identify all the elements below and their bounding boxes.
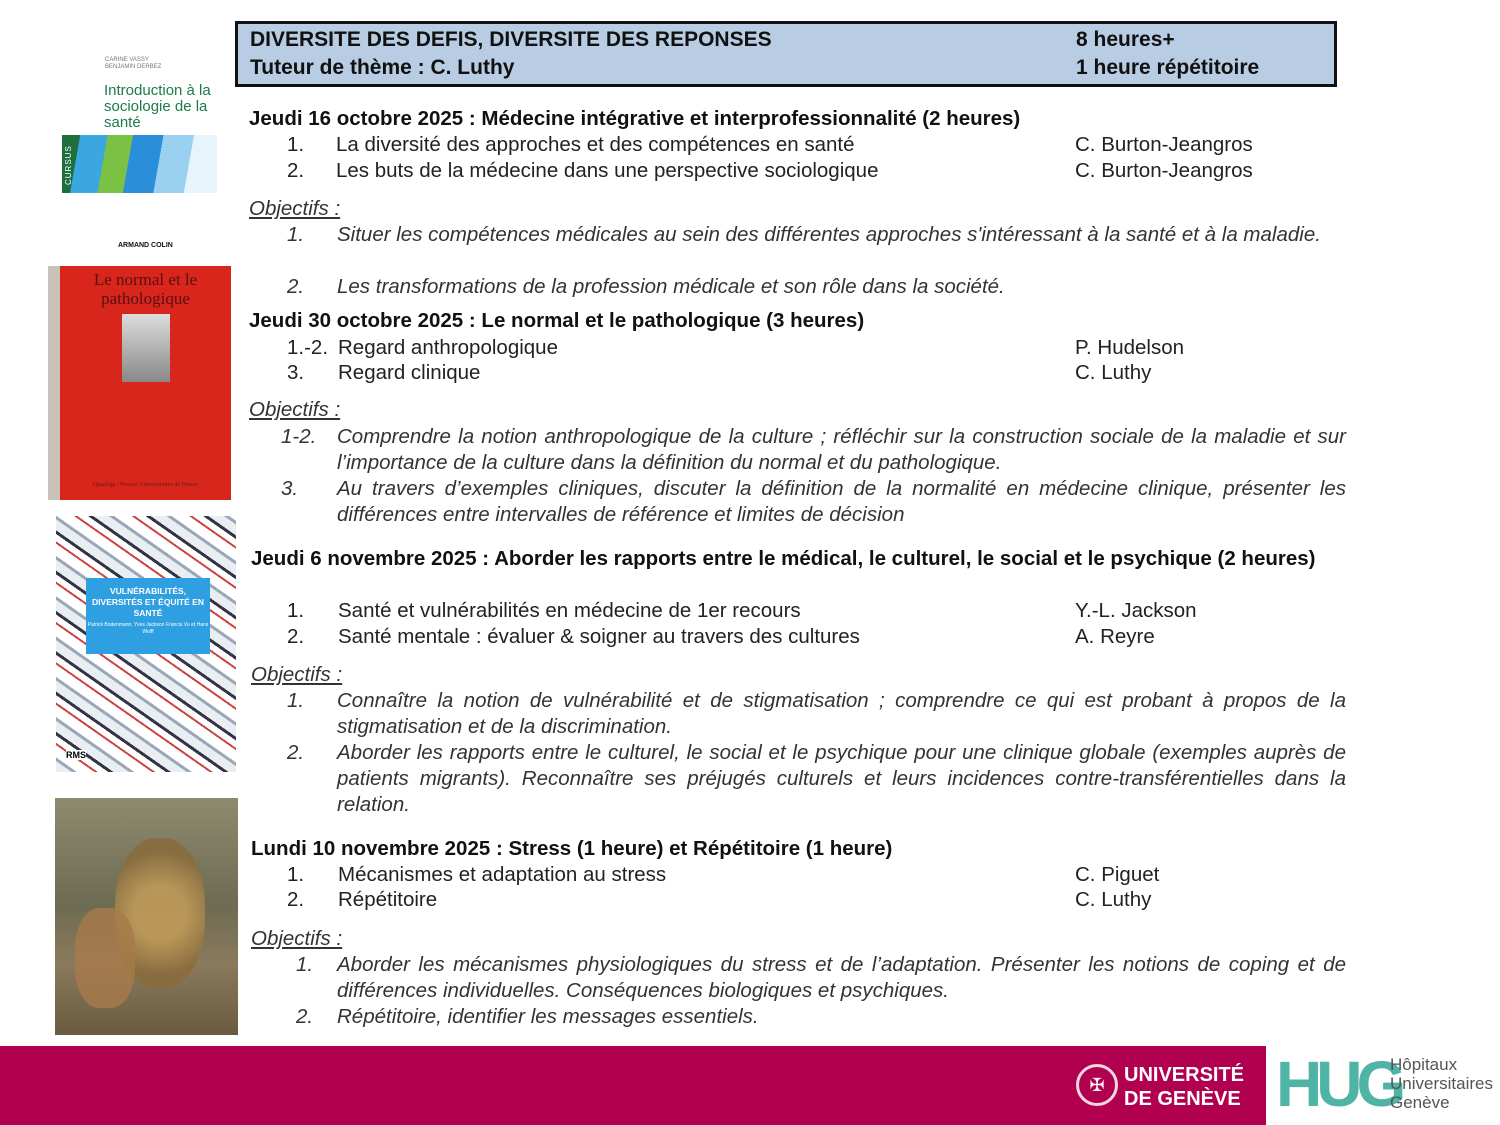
objective-text: Aborder les rapports entre le culturel, le social et le psychique pour une clinique globale (exemples auprès de patients migrants). Reconnaître ses préjugés culturels et leurs incidences contre-transférentielles dans la relation.: [337, 741, 1346, 816]
book-cover-normal-pathologique: [48, 266, 231, 500]
session-title: Jeudi 30 octobre 2025 : Le normal et le pathologique (3 heures): [249, 309, 865, 332]
item-number: 1.: [287, 133, 305, 156]
hug-logo-text: [1390, 1055, 1493, 1112]
item-number: 2.: [287, 625, 305, 648]
item-text: La diversité des approches et des compétences en santé: [336, 133, 855, 156]
theme-header: [235, 21, 1337, 87]
item-text: Regard clinique: [338, 361, 481, 384]
item-text: Répétitoire: [338, 888, 438, 911]
item-number: 1.: [287, 863, 305, 886]
book-publisher: Quadrige / Presses Universitaires de France: [93, 482, 198, 488]
objective-text: Au travers d’exemples cliniques, discuter la définition de la normalité en médecine clinique, présenter les différences entre intervalles de référence et limites de décision: [337, 477, 1346, 526]
objective-number: 2.: [287, 741, 305, 764]
unige-line-1: UNIVERSITÉ: [1124, 1064, 1245, 1086]
item-speaker: C. Luthy: [1075, 888, 1152, 911]
cheetah-gazelle-photo: [55, 798, 238, 1035]
objective-number: 1.: [296, 953, 314, 976]
item-text: Les buts de la médecine dans une perspective sociologique: [336, 159, 879, 182]
theme-hours: 8 heures+: [1076, 28, 1175, 51]
item-text: Santé mentale : évaluer & soigner au travers des cultures: [338, 625, 860, 648]
book-cover-sociologie: [62, 55, 222, 195]
objectives-label: Objectifs :: [249, 197, 341, 220]
book-authors: CARINE VASSY BENJAMIN DERBEZ: [105, 57, 162, 70]
series-label: CURSUS: [64, 145, 73, 185]
objectives-label: Objectifs :: [251, 663, 343, 686]
item-text: Regard anthropologique: [338, 336, 558, 359]
book-cover-vulnerabilites: [56, 516, 236, 772]
objective-text: Les transformations de la profession médicale et son rôle dans la société.: [337, 275, 1005, 298]
item-speaker: A. Reyre: [1075, 625, 1155, 648]
item-number: 3.: [287, 361, 305, 384]
item-speaker: C. Burton-Jeangros: [1075, 133, 1253, 156]
item-speaker: C. Burton-Jeangros: [1075, 159, 1253, 182]
objective-number: 2.: [287, 275, 305, 298]
hug-line-2: Universitaires: [1390, 1074, 1493, 1093]
item-speaker: P. Hudelson: [1075, 336, 1185, 359]
item-speaker: C. Luthy: [1075, 361, 1152, 384]
item-speaker: C. Piguet: [1075, 863, 1160, 886]
objective-text: Répétitoire, identifier les messages essentiels.: [337, 1005, 759, 1028]
book-title: VULNÉRABILITÉS, DIVERSITÉS ET ÉQUITÉ EN SANTÉ: [92, 586, 204, 618]
item-number: 1.-2.: [287, 336, 329, 359]
item-number: 2.: [287, 159, 305, 182]
hug-line-1: Hôpitaux: [1390, 1055, 1458, 1074]
theme-review: 1 heure répétitoire: [1076, 56, 1260, 79]
cover-pattern: [62, 135, 217, 193]
author-portrait: [122, 314, 170, 382]
item-text: Santé et vulnérabilités en médecine de 1er recours: [338, 599, 801, 622]
session-title: Lundi 10 novembre 2025 : Stress (1 heure) et Répétitoire (1 heure): [251, 837, 893, 860]
objective-number: 1.: [287, 689, 305, 712]
unige-logo-text: [1124, 1063, 1244, 1111]
theme-tutor: Tuteur de thème : C. Luthy: [250, 56, 515, 79]
objective-number: 2.: [296, 1005, 314, 1028]
objective-text: Aborder les mécanismes physiologiques du stress et de l’adaptation. Présenter les notions de coping et de différences individuelles. Conséquences biologiques et psychiques.: [337, 953, 1346, 1002]
objective-text: Situer les compétences médicales au sein des différentes approches s'intéressant à la santé et à la maladie.: [337, 223, 1321, 246]
publisher-label: ARMAND COLIN: [118, 242, 173, 249]
objective-number: 1-2.: [281, 425, 317, 448]
item-speaker: Y.-L. Jackson: [1075, 599, 1197, 622]
objectives-label: Objectifs :: [251, 927, 343, 950]
hug-line-3: Genève: [1390, 1093, 1450, 1112]
gazelle-shape: [75, 908, 135, 1008]
objective-text: Comprendre la notion anthropologique de la culture ; réfléchir sur la construction sociale de la maladie et sur l’importance de la culture dans la définition du normal et du pathologique.: [337, 425, 1346, 474]
objective-number: 1.: [287, 223, 305, 246]
hug-logo-mark: HUG: [1276, 1048, 1401, 1120]
book-authors: Patrick Bodenmann, Yves Jackson Francis Vu et Hans Wolff: [87, 622, 209, 635]
session-title: Jeudi 16 octobre 2025 : Médecine intégrative et interprofessionnalité (2 heures): [249, 107, 1021, 130]
session-title: Jeudi 6 novembre 2025 : Aborder les rapports entre le médical, le culturel, le social et le psychique (2 heures): [251, 547, 1316, 570]
objective-number: 3.: [281, 477, 299, 500]
objective-text: Connaître la notion de vulnérabilité et de stigmatisation ; comprendre ce qui est probant à propos de la stigmatisation et de la discrimination.: [337, 689, 1346, 738]
theme-title: DIVERSITE DES DEFIS, DIVERSITE DES REPONSES: [250, 28, 772, 51]
footer-bar: [0, 1046, 1266, 1125]
unige-seal-icon: ✠: [1076, 1064, 1118, 1106]
book-publisher: RMS: [66, 750, 86, 760]
unige-line-2: DE GENÈVE: [1124, 1088, 1241, 1110]
item-number: 1.: [287, 599, 305, 622]
book-title: Introduction à la sociologie de la santé: [104, 82, 211, 131]
item-text: Mécanismes et adaptation au stress: [338, 863, 667, 886]
objectives-label: Objectifs :: [249, 398, 341, 421]
cover-title-box: [86, 578, 210, 654]
book-title: Le normal et le pathologique: [93, 270, 198, 308]
item-number: 2.: [287, 888, 305, 911]
